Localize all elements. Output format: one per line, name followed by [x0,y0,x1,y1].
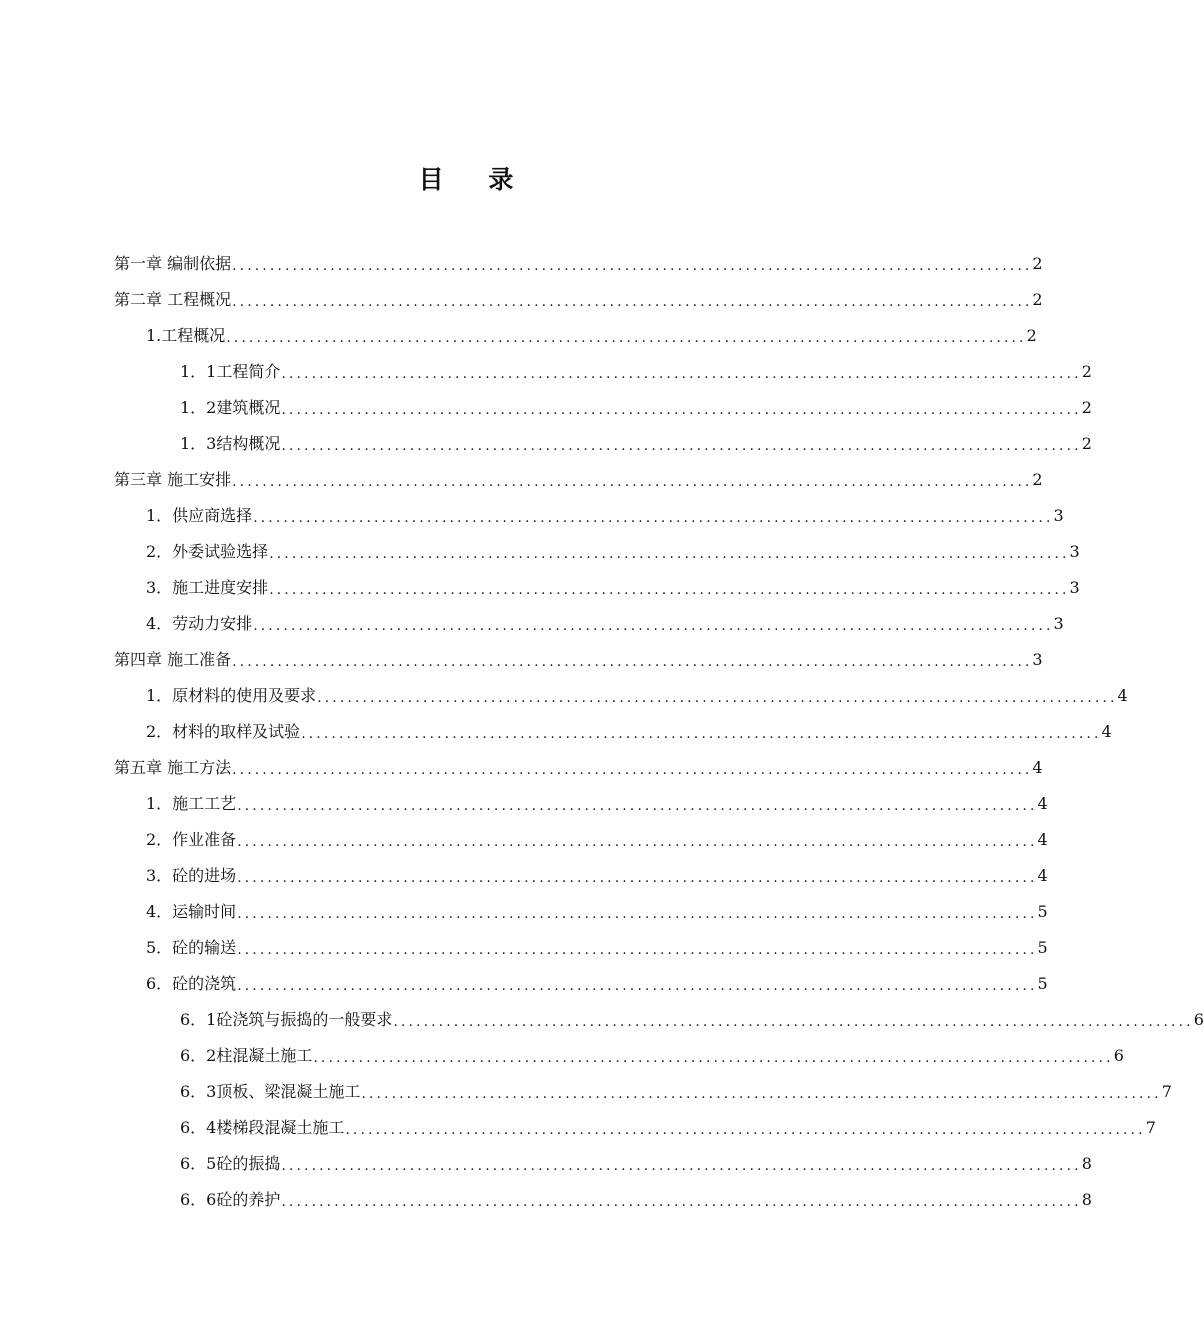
dot-leader: .......................................................................................................... [232,257,1033,274]
dot-leader: .......................................................................................................... [281,1193,1082,1210]
toc-entry-label: 6．砼的浇筑 [146,974,237,993]
toc-entry-label: 2．作业准备 [146,830,237,849]
dot-leader: .......................................................................................................... [237,905,1038,922]
dot-leader: .......................................................................................................... [237,941,1038,958]
toc-entry-label: 3．砼的进场 [146,866,237,885]
toc-entry[interactable] [146,498,1064,534]
toc-entry[interactable] [114,462,1043,498]
toc-entry-page: 4 [1101,722,1112,741]
toc-entry-page: 3 [1069,578,1080,597]
dot-leader: .......................................................................................................... [232,473,1033,490]
toc-entry-page: 5 [1037,902,1048,921]
dot-leader: .......................................................................................................... [281,1157,1082,1174]
dot-leader: .......................................................................................................... [269,581,1070,598]
dot-leader: .......................................................................................................... [361,1085,1162,1102]
toc-entry[interactable] [114,642,1043,678]
dot-leader: .......................................................................................................... [232,653,1033,670]
toc-entry-label: 4．劳动力安排 [146,614,253,633]
dot-leader: .......................................................................................................... [317,689,1118,706]
dot-leader: .......................................................................................................... [237,869,1038,886]
dot-leader: .......................................................................................................... [281,401,1082,418]
toc-entry-page: 4 [1037,794,1048,813]
toc-entry[interactable] [180,1002,1204,1038]
dot-leader: .......................................................................................................... [345,1121,1146,1138]
dot-leader: .......................................................................................................... [237,797,1038,814]
toc-entry[interactable] [180,390,1092,426]
toc-entry[interactable] [146,534,1080,570]
toc-entry-page: 7 [1161,1082,1172,1101]
toc-entry-label: 1．2建筑概况 [180,398,281,417]
toc-entry[interactable] [114,282,1043,318]
toc-entry-page: 2 [1026,326,1037,345]
dot-leader: .......................................................................................................... [393,1013,1194,1030]
toc-entry[interactable] [180,1146,1092,1182]
toc-entry-label: 第四章 施工准备 [114,650,232,669]
toc-entry-page: 2 [1081,398,1092,417]
toc-entry-label: 第二章 工程概况 [114,290,232,309]
toc-entry[interactable] [114,750,1043,786]
toc-entry[interactable] [180,426,1092,462]
toc-entry[interactable] [180,1182,1092,1218]
toc-entry-label: 1．供应商选择 [146,506,253,525]
toc-entry-page: 2 [1081,362,1092,381]
toc-entry[interactable] [146,570,1080,606]
toc-entry-label: 4．运输时间 [146,902,237,921]
toc-entry-page: 4 [1037,866,1048,885]
toc-entry-label: 6．5砼的振捣 [180,1154,281,1173]
toc-entry-page: 3 [1032,650,1043,669]
dot-leader: .......................................................................................................... [253,617,1054,634]
toc-entry-page: 8 [1081,1154,1092,1173]
toc-entry[interactable] [146,894,1048,930]
dot-leader: .......................................................................................................... [226,329,1027,346]
dot-leader: .......................................................................................................... [269,545,1070,562]
toc-entry-label: 1．施工工艺 [146,794,237,813]
toc-entry-label: 6．6砼的养护 [180,1190,281,1209]
toc-entry-label: 3．施工进度安排 [146,578,269,597]
toc-entry[interactable] [146,318,1037,354]
toc-entry-label: 第三章 施工安排 [114,470,232,489]
toc-entry-page: 2 [1032,470,1043,489]
toc-entry-page: 8 [1081,1190,1092,1209]
toc-entry-label: 1．1工程简介 [180,362,281,381]
toc-entry-page: 3 [1069,542,1080,561]
dot-leader: .......................................................................................................... [253,509,1054,526]
toc-entry[interactable] [180,1038,1124,1074]
toc-entry-label: 第五章 施工方法 [114,758,232,777]
dot-leader: .......................................................................................................... [301,725,1102,742]
toc-entry-page: 4 [1032,758,1043,777]
toc-entry-page: 6 [1113,1046,1124,1065]
toc-entry[interactable] [146,966,1048,1002]
toc-entry-page: 4 [1117,686,1128,705]
toc-entry-label: 2．外委试验选择 [146,542,269,561]
dot-leader: .......................................................................................................... [237,977,1038,994]
toc-entry[interactable] [146,786,1048,822]
toc-entry[interactable] [180,1074,1172,1110]
dot-leader: .......................................................................................................... [232,761,1033,778]
toc-entry-page: 5 [1037,938,1048,957]
page-title: 目 录 [418,165,532,194]
dot-leader: .......................................................................................................... [281,437,1082,454]
dot-leader: .......................................................................................................... [281,365,1082,382]
toc-entry[interactable] [146,606,1064,642]
toc-entry[interactable] [146,822,1048,858]
toc-entry-label: 1．3结构概况 [180,434,281,453]
toc-entry-label: 1.工程概况 [146,326,226,345]
toc-entry-page: 5 [1037,974,1048,993]
toc-entry-label: 5．砼的输送 [146,938,237,957]
toc-entry-label: 6．1砼浇筑与振捣的一般要求 [180,1010,393,1029]
dot-leader: .......................................................................................................... [232,293,1033,310]
toc-entry[interactable] [114,246,1043,282]
toc-entry[interactable] [146,930,1048,966]
toc-entry-label: 6．3顶板、梁混凝土施工 [180,1082,361,1101]
dot-leader: .......................................................................................................... [313,1049,1114,1066]
toc-entry[interactable] [180,354,1092,390]
toc-entry[interactable] [146,714,1112,750]
toc-entry-page: 2 [1081,434,1092,453]
toc-entry-page: 3 [1053,614,1064,633]
toc-entry[interactable] [180,1110,1156,1146]
toc-entry-label: 6．4楼梯段混凝土施工 [180,1118,345,1137]
toc-entry-page: 3 [1053,506,1064,525]
toc-entry-page: 7 [1145,1118,1156,1137]
toc-entry[interactable] [146,678,1128,714]
toc-entry[interactable] [146,858,1048,894]
toc-entry-page: 4 [1037,830,1048,849]
toc-entry-label: 1．原材料的使用及要求 [146,686,317,705]
toc-entry-label: 6．2柱混凝土施工 [180,1046,313,1065]
toc-entry-page: 2 [1032,254,1043,273]
toc-entry-page: 6 [1193,1010,1204,1029]
toc-entry-label: 第一章 编制依据 [114,254,232,273]
toc-entry-label: 2．材料的取样及试验 [146,722,301,741]
toc-entry-page: 2 [1032,290,1043,309]
dot-leader: .......................................................................................................... [237,833,1038,850]
